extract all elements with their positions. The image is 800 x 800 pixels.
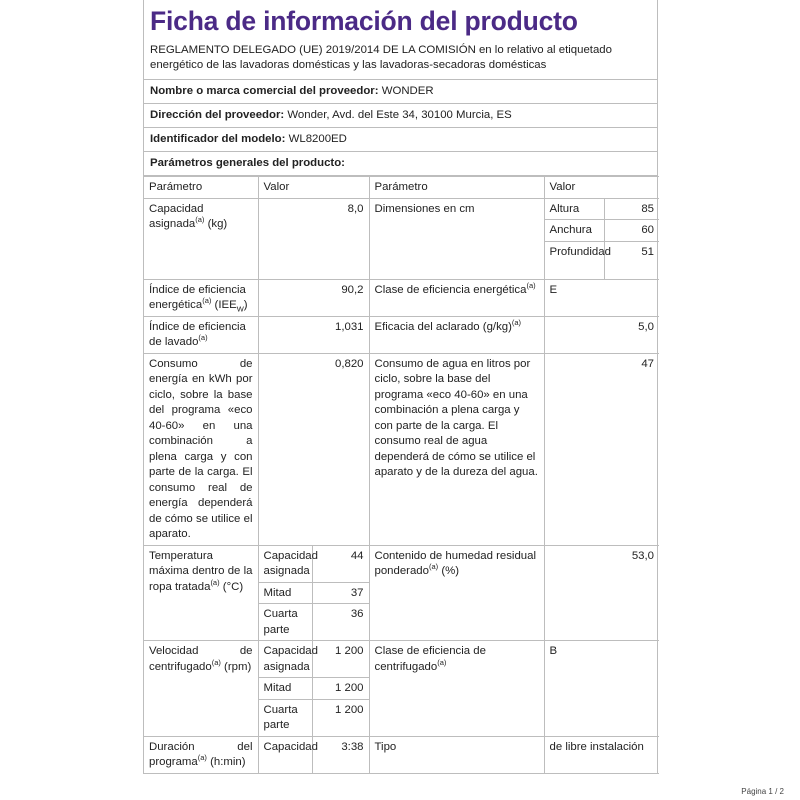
water-value: 47 — [544, 353, 659, 545]
moisture-value: 53,0 — [544, 545, 659, 641]
temp-half-value: 37 — [312, 582, 369, 604]
spin-rated-label: Capacidad asignada — [258, 641, 312, 678]
spin-rated-value: 1 200 — [312, 641, 369, 678]
model-label: Identificador del modelo: — [150, 133, 286, 145]
type-label: Tipo — [369, 736, 544, 773]
eei-value: 90,2 — [258, 279, 369, 316]
width-label: Anchura — [544, 220, 604, 242]
model-row — [144, 128, 657, 152]
height-label: Altura — [544, 198, 604, 220]
energy-consumption-label: Consumo de energía en kWh por ciclo, sobre la base del programa «eco 40-60» en una combinación a plena carga y con parte de la carga. El consumo real de energía dependerá de cómo se utilice el aparato. — [144, 353, 258, 545]
header-value-2: Valor — [544, 177, 659, 199]
regulation-subtitle: REGLAMENTO DELEGADO (UE) 2019/2014 DE LA COMISIÓN en lo relativo al etiquetado energético de las lavadoras domésticas y las lavadoras-secadoras domésticas — [144, 39, 657, 80]
header-param: Parámetro — [144, 177, 258, 199]
water-label: Consumo de agua en litros por ciclo, sobre la base del programa «eco 40-60» en una combinación a plena carga y con parte de la carga. El consumo real de agua dependerá de cómo se utilice el aparato y de la dureza del agua. — [369, 353, 544, 545]
energy-class-label-cell: Clase de eficiencia energética$^{(a)}$ — [369, 279, 544, 316]
address-label: Dirección del proveedor: — [150, 109, 285, 121]
eei-label-cell: Índice de eficiencia energética$^{(a)}$ $(IEE_W)$ — [144, 279, 258, 316]
table-row-wash — [144, 316, 659, 353]
table-row-capacity — [144, 198, 659, 220]
model-value: WL8200ED — [288, 133, 347, 145]
temp-half-label: Mitad — [258, 582, 312, 604]
energy-class-value: E — [544, 279, 659, 316]
spin-quarter-value: 1 200 — [312, 699, 369, 736]
depth-label: Profundidad — [544, 241, 604, 279]
depth-value: 51 — [604, 241, 659, 279]
temp-quarter-value: 36 — [312, 604, 369, 641]
rinse-label-cell: Eficacia del aclarado $(g/kg)^{(a)}$ — [369, 316, 544, 353]
duration-rated-value: 3:38 — [312, 736, 369, 773]
header-param-2: Parámetro — [369, 177, 544, 199]
parameters-table — [144, 176, 659, 774]
wash-label-cell: Índice de eficiencia de lavado$^{(a)}$ — [144, 316, 258, 353]
supplier-row — [144, 80, 657, 104]
spin-label-cell: Velocidad de centrifugado$^{(a)}$ (rpm) — [144, 641, 258, 737]
page-title: Ficha de información del producto — [150, 6, 578, 36]
spin-half-label: Mitad — [258, 678, 312, 700]
temp-rated-value: 44 — [312, 545, 369, 582]
spin-half-value: 1 200 — [312, 678, 369, 700]
wash-value: 1,031 — [258, 316, 369, 353]
table-row-spin — [144, 641, 659, 678]
temp-quarter-label: Cuarta parte — [258, 604, 312, 641]
moisture-label-cell: Contenido de humedad residual ponderado$^{(a)}$ (%) — [369, 545, 544, 641]
dimensions-label: Dimensiones en cm — [369, 198, 544, 279]
product-fiche — [143, 0, 658, 774]
spin-class-value: B — [544, 641, 659, 737]
header-value: Valor — [258, 177, 369, 199]
spin-quarter-label: Cuarta parte — [258, 699, 312, 736]
table-header-row — [144, 177, 659, 199]
duration-label-cell: Duración del programa$^{(a)}$ (h:min) — [144, 736, 258, 773]
table-row-temperature — [144, 545, 659, 582]
address-row — [144, 104, 657, 128]
table-row-consumption — [144, 353, 659, 545]
supplier-label: Nombre o marca comercial del proveedor: — [150, 85, 379, 97]
capacity-value: 8,0 — [258, 198, 369, 279]
page-number: Página 1 / 2 — [741, 787, 784, 796]
address-value: Wonder, Avd. del Este 34, 30100 Murcia, ES — [287, 109, 512, 121]
type-value: de libre instalación — [544, 736, 659, 773]
spin-class-label-cell: Clase de eficiencia de centrifugado$^{(a)}$ — [369, 641, 544, 737]
supplier-value: WONDER — [381, 85, 434, 97]
table-row-eei — [144, 279, 659, 316]
duration-rated-label: Capacidad — [258, 736, 312, 773]
section-heading: Parámetros generales del producto: — [144, 152, 657, 176]
energy-consumption-value: 0,820 — [258, 353, 369, 545]
width-value: 60 — [604, 220, 659, 242]
temp-rated-label: Capacidad asignada — [258, 545, 312, 582]
rinse-value: 5,0 — [544, 316, 659, 353]
temperature-label-cell: Temperatura máxima dentro de la ropa tratada$^{(a)}$ (°C) — [144, 545, 258, 641]
table-row-duration — [144, 736, 659, 773]
height-value: 85 — [604, 198, 659, 220]
capacity-label-cell: Capacidad asignada$^{(a)}$ (kg) — [144, 198, 258, 279]
fiche-frame — [143, 0, 658, 774]
